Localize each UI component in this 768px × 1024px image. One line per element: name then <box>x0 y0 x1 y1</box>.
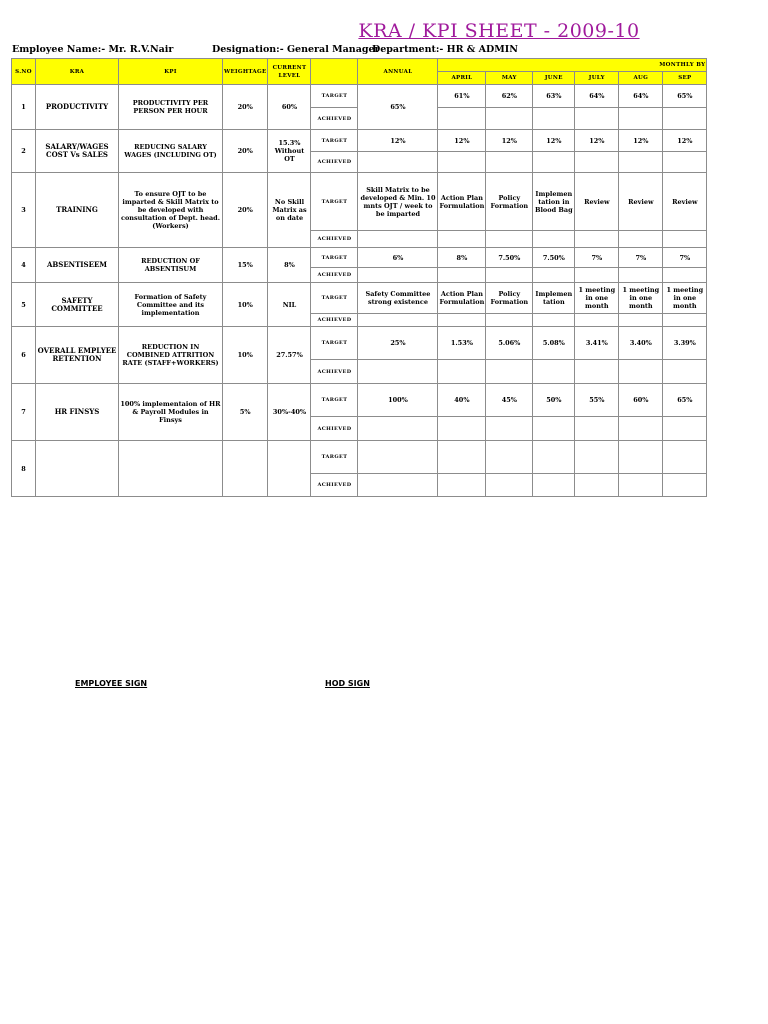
cell-month-achieved <box>533 231 575 248</box>
cell-month-achieved <box>486 152 533 173</box>
table-row-target <box>12 248 707 268</box>
cell-month-achieved <box>575 314 619 327</box>
cell-annual: 25% <box>358 327 438 360</box>
cell-month-target: Implemen tation in Blood Bag <box>533 173 575 231</box>
cell-month-target: 63% <box>533 85 575 108</box>
cell-achieved-label: ACHIEVED <box>311 231 358 248</box>
cell-annual-achieved <box>358 417 438 441</box>
cell-kpi: REDUCING SALARY WAGES (INCLUDING OT) <box>119 130 223 173</box>
cell-month-achieved <box>575 417 619 441</box>
cell-month-target: 12% <box>663 130 707 152</box>
cell-month-target: 62% <box>486 85 533 108</box>
cell-kpi: Formation of Safety Committee and its implementation <box>119 283 223 327</box>
cell-month-achieved <box>575 231 619 248</box>
cell-weightage: 20% <box>223 130 268 173</box>
cell-month-target: Review <box>575 173 619 231</box>
cell-month-target: 1 meeting in one month <box>575 283 619 314</box>
cell-month-achieved <box>438 231 486 248</box>
cell-achieved-label: ACHIEVED <box>311 360 358 384</box>
cell-month-target: 1 meeting in one month <box>619 283 663 314</box>
table-row-target <box>12 384 707 417</box>
cell-month-achieved <box>663 360 707 384</box>
cell-month-achieved <box>663 417 707 441</box>
cell-kra: PRODUCTIVITY <box>36 85 119 130</box>
cell-month-achieved <box>438 314 486 327</box>
table-row-target <box>12 327 707 360</box>
cell-month-achieved <box>663 268 707 283</box>
cell-month-achieved <box>486 108 533 130</box>
cell-month-achieved <box>619 360 663 384</box>
cell-target-label: TARGET <box>311 283 358 314</box>
cell-month-target: Policy Formation <box>486 173 533 231</box>
cell-month-target: 50% <box>533 384 575 417</box>
table-body <box>12 59 707 497</box>
hod-sign: HOD SIGN <box>325 679 370 688</box>
cell-month-target: 7.50% <box>486 248 533 268</box>
table-row-target <box>12 130 707 152</box>
cell-month-target: 7% <box>663 248 707 268</box>
cell-sno: 1 <box>12 85 36 130</box>
cell-month-target: 5.06% <box>486 327 533 360</box>
cell-achieved-label: ACHIEVED <box>311 314 358 327</box>
cell-month-target: 64% <box>575 85 619 108</box>
cell-target-label: TARGET <box>311 248 358 268</box>
cell-weightage <box>223 441 268 497</box>
cell-month-achieved <box>663 231 707 248</box>
cell-month-achieved <box>486 231 533 248</box>
cell-month-achieved <box>663 314 707 327</box>
header-blank <box>311 59 358 85</box>
cell-month-target: Action Plan Formulation <box>438 283 486 314</box>
cell-month-achieved <box>619 474 663 497</box>
cell-achieved-label: ACHIEVED <box>311 268 358 283</box>
cell-target-label: TARGET <box>311 85 358 108</box>
cell-month-target: 12% <box>575 130 619 152</box>
cell-kra <box>36 441 119 497</box>
cell-kpi: REDUCTION OF ABSENTISUM <box>119 248 223 283</box>
cell-month-achieved <box>438 360 486 384</box>
header-month: APRIL <box>438 72 486 85</box>
cell-month-target: 65% <box>663 384 707 417</box>
cell-month-achieved <box>619 152 663 173</box>
cell-month-achieved <box>533 417 575 441</box>
cell-current-level: 60% <box>268 85 311 130</box>
cell-current-level: 30%-40% <box>268 384 311 441</box>
cell-month-target: 61% <box>438 85 486 108</box>
cell-month-target: 3.40% <box>619 327 663 360</box>
cell-month-achieved <box>486 474 533 497</box>
cell-month-target: 12% <box>619 130 663 152</box>
cell-month-achieved <box>575 360 619 384</box>
cell-target-label: TARGET <box>311 327 358 360</box>
cell-current-level <box>268 441 311 497</box>
cell-sno: 5 <box>12 283 36 327</box>
cell-month-target <box>619 441 663 474</box>
cell-month-achieved <box>575 474 619 497</box>
cell-target-label: TARGET <box>311 441 358 474</box>
cell-month-target: 12% <box>438 130 486 152</box>
cell-annual: 12% <box>358 130 438 152</box>
designation: Designation:- General Manager <box>212 44 380 55</box>
cell-month-achieved <box>486 268 533 283</box>
cell-month-achieved <box>486 417 533 441</box>
cell-month-target: Review <box>663 173 707 231</box>
cell-month-achieved <box>486 314 533 327</box>
cell-month-achieved <box>438 268 486 283</box>
cell-month-target: 8% <box>438 248 486 268</box>
cell-kra: OVERALL EMPLYEE RETENTION <box>36 327 119 384</box>
cell-month-target: 12% <box>533 130 575 152</box>
cell-annual: 100% <box>358 384 438 417</box>
table-row-target <box>12 441 707 474</box>
cell-month-target: 7.50% <box>533 248 575 268</box>
cell-month-achieved <box>533 268 575 283</box>
cell-month-target: 64% <box>619 85 663 108</box>
cell-month-target <box>575 441 619 474</box>
sheet-title-text: KRA / KPI SHEET - 2009-10 <box>358 20 640 42</box>
sheet-title <box>0 20 768 42</box>
cell-annual-achieved <box>358 360 438 384</box>
cell-current-level: NIL <box>268 283 311 327</box>
cell-kpi <box>119 441 223 497</box>
cell-annual-achieved <box>358 268 438 283</box>
table-row-target <box>12 85 707 108</box>
cell-month-target: 65% <box>663 85 707 108</box>
cell-annual-achieved <box>358 314 438 327</box>
cell-sno: 7 <box>12 384 36 441</box>
cell-month-target: 7% <box>575 248 619 268</box>
header-month: MAY <box>486 72 533 85</box>
cell-month-target: 40% <box>438 384 486 417</box>
cell-achieved-label: ACHIEVED <box>311 417 358 441</box>
cell-month-target: 3.39% <box>663 327 707 360</box>
header-month: JUNE <box>533 72 575 85</box>
cell-month-target <box>533 441 575 474</box>
cell-sno: 4 <box>12 248 36 283</box>
cell-annual: Safety Committee strong existence <box>358 283 438 314</box>
header-sno: S.NO <box>12 59 36 85</box>
cell-target-label: TARGET <box>311 384 358 417</box>
cell-target-label: TARGET <box>311 173 358 231</box>
header-kra: KRA <box>36 59 119 85</box>
cell-sno: 3 <box>12 173 36 248</box>
cell-month-target: 1 meeting in one month <box>663 283 707 314</box>
cell-annual <box>358 441 438 474</box>
cell-month-achieved <box>663 152 707 173</box>
cell-achieved-label: ACHIEVED <box>311 474 358 497</box>
cell-current-level: 15.3% Without OT <box>268 130 311 173</box>
cell-current-level: 27.57% <box>268 327 311 384</box>
cell-month-achieved <box>438 108 486 130</box>
department: Department:- HR & ADMIN <box>372 44 518 55</box>
cell-month-achieved <box>575 108 619 130</box>
cell-weightage: 10% <box>223 283 268 327</box>
header-kpi: KPI <box>119 59 223 85</box>
cell-annual: 6% <box>358 248 438 268</box>
cell-current-level: No Skill Matrix as on date <box>268 173 311 248</box>
cell-month-target: Implemen tation <box>533 283 575 314</box>
cell-weightage: 20% <box>223 85 268 130</box>
cell-annual: 65% <box>358 85 438 130</box>
cell-month-target: Action Plan Formulation <box>438 173 486 231</box>
cell-weightage: 10% <box>223 327 268 384</box>
cell-annual: Skill Matrix to be developed & Min. 10 mnts OJT / week to be imparted <box>358 173 438 231</box>
cell-target-label: TARGET <box>311 130 358 152</box>
cell-kra: HR FINSYS <box>36 384 119 441</box>
cell-annual-achieved <box>358 152 438 173</box>
cell-kpi: To ensure OJT to be imparted & Skill Matrix to be developed with consultation of Dept. head.(Workers) <box>119 173 223 248</box>
cell-month-achieved <box>619 314 663 327</box>
cell-annual-achieved <box>358 231 438 248</box>
cell-kra: SALARY/WAGES COST Vs SALES <box>36 130 119 173</box>
header-month: JULY <box>575 72 619 85</box>
header-weightage: WEIGHTAGE <box>223 59 268 85</box>
cell-month-achieved <box>533 314 575 327</box>
header-annual: ANNUAL <box>358 59 438 85</box>
cell-month-achieved <box>438 417 486 441</box>
cell-month-achieved <box>486 360 533 384</box>
cell-month-target <box>438 441 486 474</box>
cell-month-achieved <box>575 152 619 173</box>
cell-weightage: 20% <box>223 173 268 248</box>
cell-month-target: Policy Formation <box>486 283 533 314</box>
cell-month-target <box>486 441 533 474</box>
kra-kpi-table <box>11 58 707 497</box>
cell-month-achieved <box>438 152 486 173</box>
cell-month-target: 5.08% <box>533 327 575 360</box>
cell-kra: SAFETY COMMITTEE <box>36 283 119 327</box>
cell-month-target: 60% <box>619 384 663 417</box>
table-row-target <box>12 173 707 231</box>
cell-month-achieved <box>438 474 486 497</box>
cell-month-target <box>663 441 707 474</box>
cell-month-achieved <box>533 360 575 384</box>
cell-achieved-label: ACHIEVED <box>311 152 358 173</box>
employee-sign: EMPLOYEE SIGN <box>75 679 148 688</box>
cell-kpi: 100% implementaion of HR & Payroll Modules in Finsys <box>119 384 223 441</box>
header-month: AUG <box>619 72 663 85</box>
cell-sno: 2 <box>12 130 36 173</box>
cell-month-target: 55% <box>575 384 619 417</box>
cell-current-level: 8% <box>268 248 311 283</box>
cell-weightage: 5% <box>223 384 268 441</box>
cell-weightage: 15% <box>223 248 268 283</box>
cell-month-achieved <box>533 108 575 130</box>
cell-month-target: 3.41% <box>575 327 619 360</box>
cell-month-achieved <box>619 417 663 441</box>
cell-kpi: REDUCTION IN COMBINED ATTRITION RATE (STAFF+WORKERS) <box>119 327 223 384</box>
cell-annual-achieved <box>358 474 438 497</box>
cell-month-achieved <box>575 268 619 283</box>
cell-month-achieved <box>533 474 575 497</box>
cell-month-target: Review <box>619 173 663 231</box>
cell-sno: 6 <box>12 327 36 384</box>
cell-kra: ABSENTISEEM <box>36 248 119 283</box>
cell-month-achieved <box>619 108 663 130</box>
cell-month-achieved <box>533 152 575 173</box>
table-row-target <box>12 283 707 314</box>
cell-achieved-label: ACHIEVED <box>311 108 358 130</box>
header-current-level: CURRENT LEVEL <box>268 59 311 85</box>
cell-month-target: 1.53% <box>438 327 486 360</box>
cell-month-achieved <box>663 474 707 497</box>
cell-kpi: PRODUCTIVITY PER PERSON PER HOUR <box>119 85 223 130</box>
employee-name: Employee Name:- Mr. R.V.Nair <box>12 44 174 55</box>
header-month: SEP <box>663 72 707 85</box>
cell-sno: 8 <box>12 441 36 497</box>
cell-month-achieved <box>663 108 707 130</box>
cell-kra: TRAINING <box>36 173 119 248</box>
cell-month-achieved <box>619 268 663 283</box>
header-monthly: MONTHLY BY <box>438 59 707 72</box>
cell-month-target: 7% <box>619 248 663 268</box>
cell-month-target: 12% <box>486 130 533 152</box>
cell-month-target: 45% <box>486 384 533 417</box>
cell-month-achieved <box>619 231 663 248</box>
